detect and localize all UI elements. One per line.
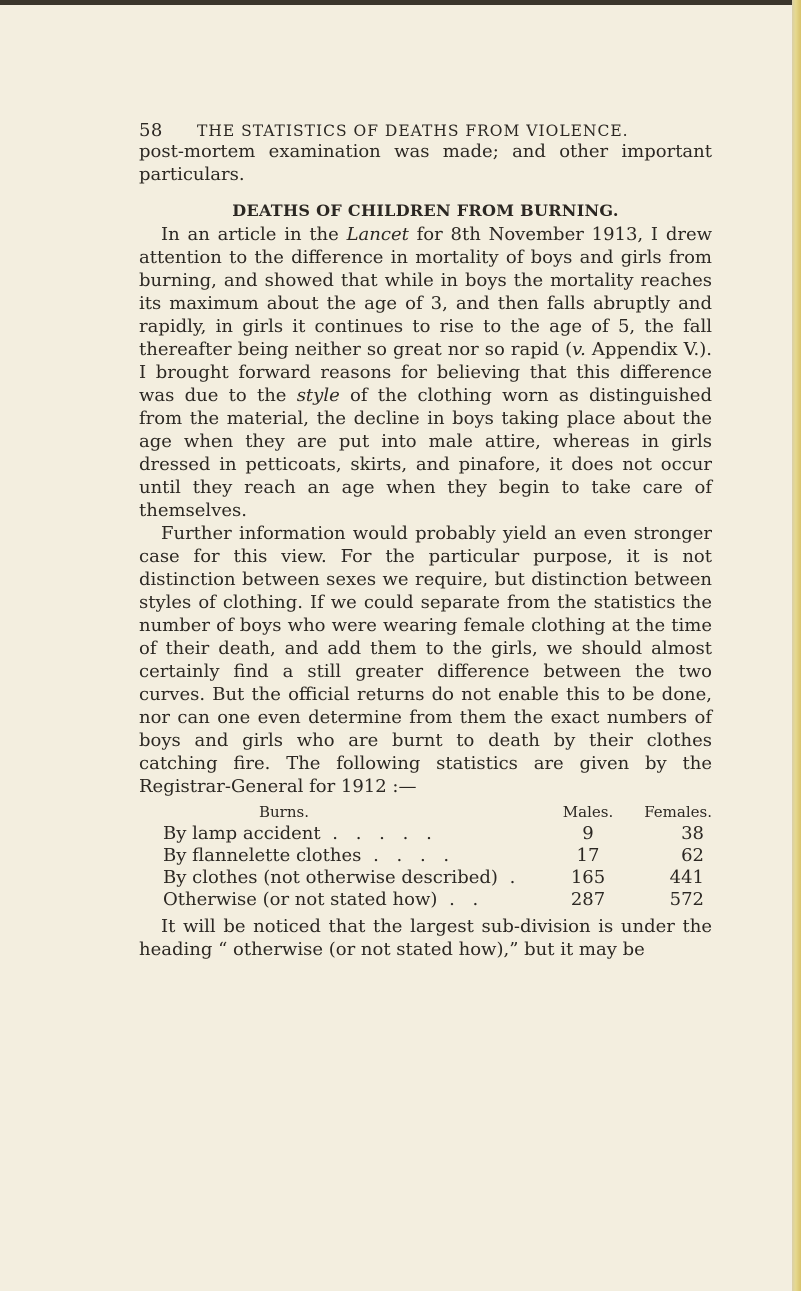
females-value: 62 [681, 845, 704, 866]
row-leader: . . . . [361, 845, 456, 866]
females-value: 572 [669, 889, 704, 910]
running-title: THE STATISTICS OF DEATHS FROM VIOLENCE. [197, 122, 629, 140]
page-body [139, 140, 712, 961]
paragraph-continuation: post-mortem examination was made; and other important particulars. [139, 141, 712, 185]
row-leader: . . . . . [320, 823, 438, 844]
header-females: Females. [644, 803, 712, 821]
males-value: 165 [570, 867, 606, 888]
row-leader: . . [437, 889, 485, 910]
row-label: By flannelette clothes [163, 845, 362, 866]
burns-statistics-table [139, 801, 712, 911]
page-number: 58 [139, 120, 163, 141]
table-header-row [139, 801, 712, 823]
row-label: By clothes (not otherwise described) [163, 867, 498, 888]
top-border [0, 0, 801, 5]
paragraph-largest-subdivision: It will be noticed that the largest sub-division is under the heading “ otherwise (or not stated how),” but it may be [139, 916, 712, 960]
row-leader: . [497, 867, 522, 888]
row-label: By lamp accident [163, 823, 321, 844]
females-value: 38 [681, 823, 704, 844]
males-value: 9 [582, 823, 594, 844]
males-value: 287 [570, 889, 606, 910]
section-heading: DEATHS OF CHILDREN FROM BURNING. [232, 201, 619, 220]
page-edge [792, 0, 801, 1291]
males-value: 17 [576, 845, 600, 866]
table-row [139, 889, 712, 911]
paragraph-further-information: Further information would probably yield an even stronger case for this view. For the particular purpose, it is not distinction between sexes we require, but distinction between styles of clothing. If we could separate from the statistics the number of boys who were wearing female clothing at the time of their death, and add them to the girls, we should almost certainly find a still greater difference between the two curves. But the official returns do not enable this to be done, nor can one even determine from them the exact numbers of boys and girls who are burnt to death by their clothes catching fire. The following statistics are given by the Registrar-General for 1912 :— [139, 523, 712, 797]
table-row [139, 867, 712, 889]
females-value: 441 [669, 867, 704, 888]
row-label: Otherwise (or not stated how) [163, 889, 438, 910]
paragraph-lancet-article: In an article in the Lancet for 8th November 1913, I drew attention to the difference in mortality of boys and girls from burning, and showed that while in boys the mortality reaches its maximum about the age of 3, and then falls abruptly and rapidly, in girls it continues to rise to the age of 5, the fall thereafter being neither so great nor so rapid (v. Appendix V.). I brought forward reasons for believing that this difference was due to the style of the clothing worn as distinguished from the material, the decline in boys taking place about the age when they are put into male attire, whereas in girls dressed in petticoats, skirts, and pinafore, it does not occur until they reach an age when they begin to take care of themselves. [139, 224, 713, 521]
journal-title: Lancet [346, 224, 409, 245]
header-burns: Burns. [259, 803, 309, 821]
header-males: Males. [562, 803, 614, 821]
table-row [139, 823, 712, 845]
table-row [139, 845, 712, 867]
